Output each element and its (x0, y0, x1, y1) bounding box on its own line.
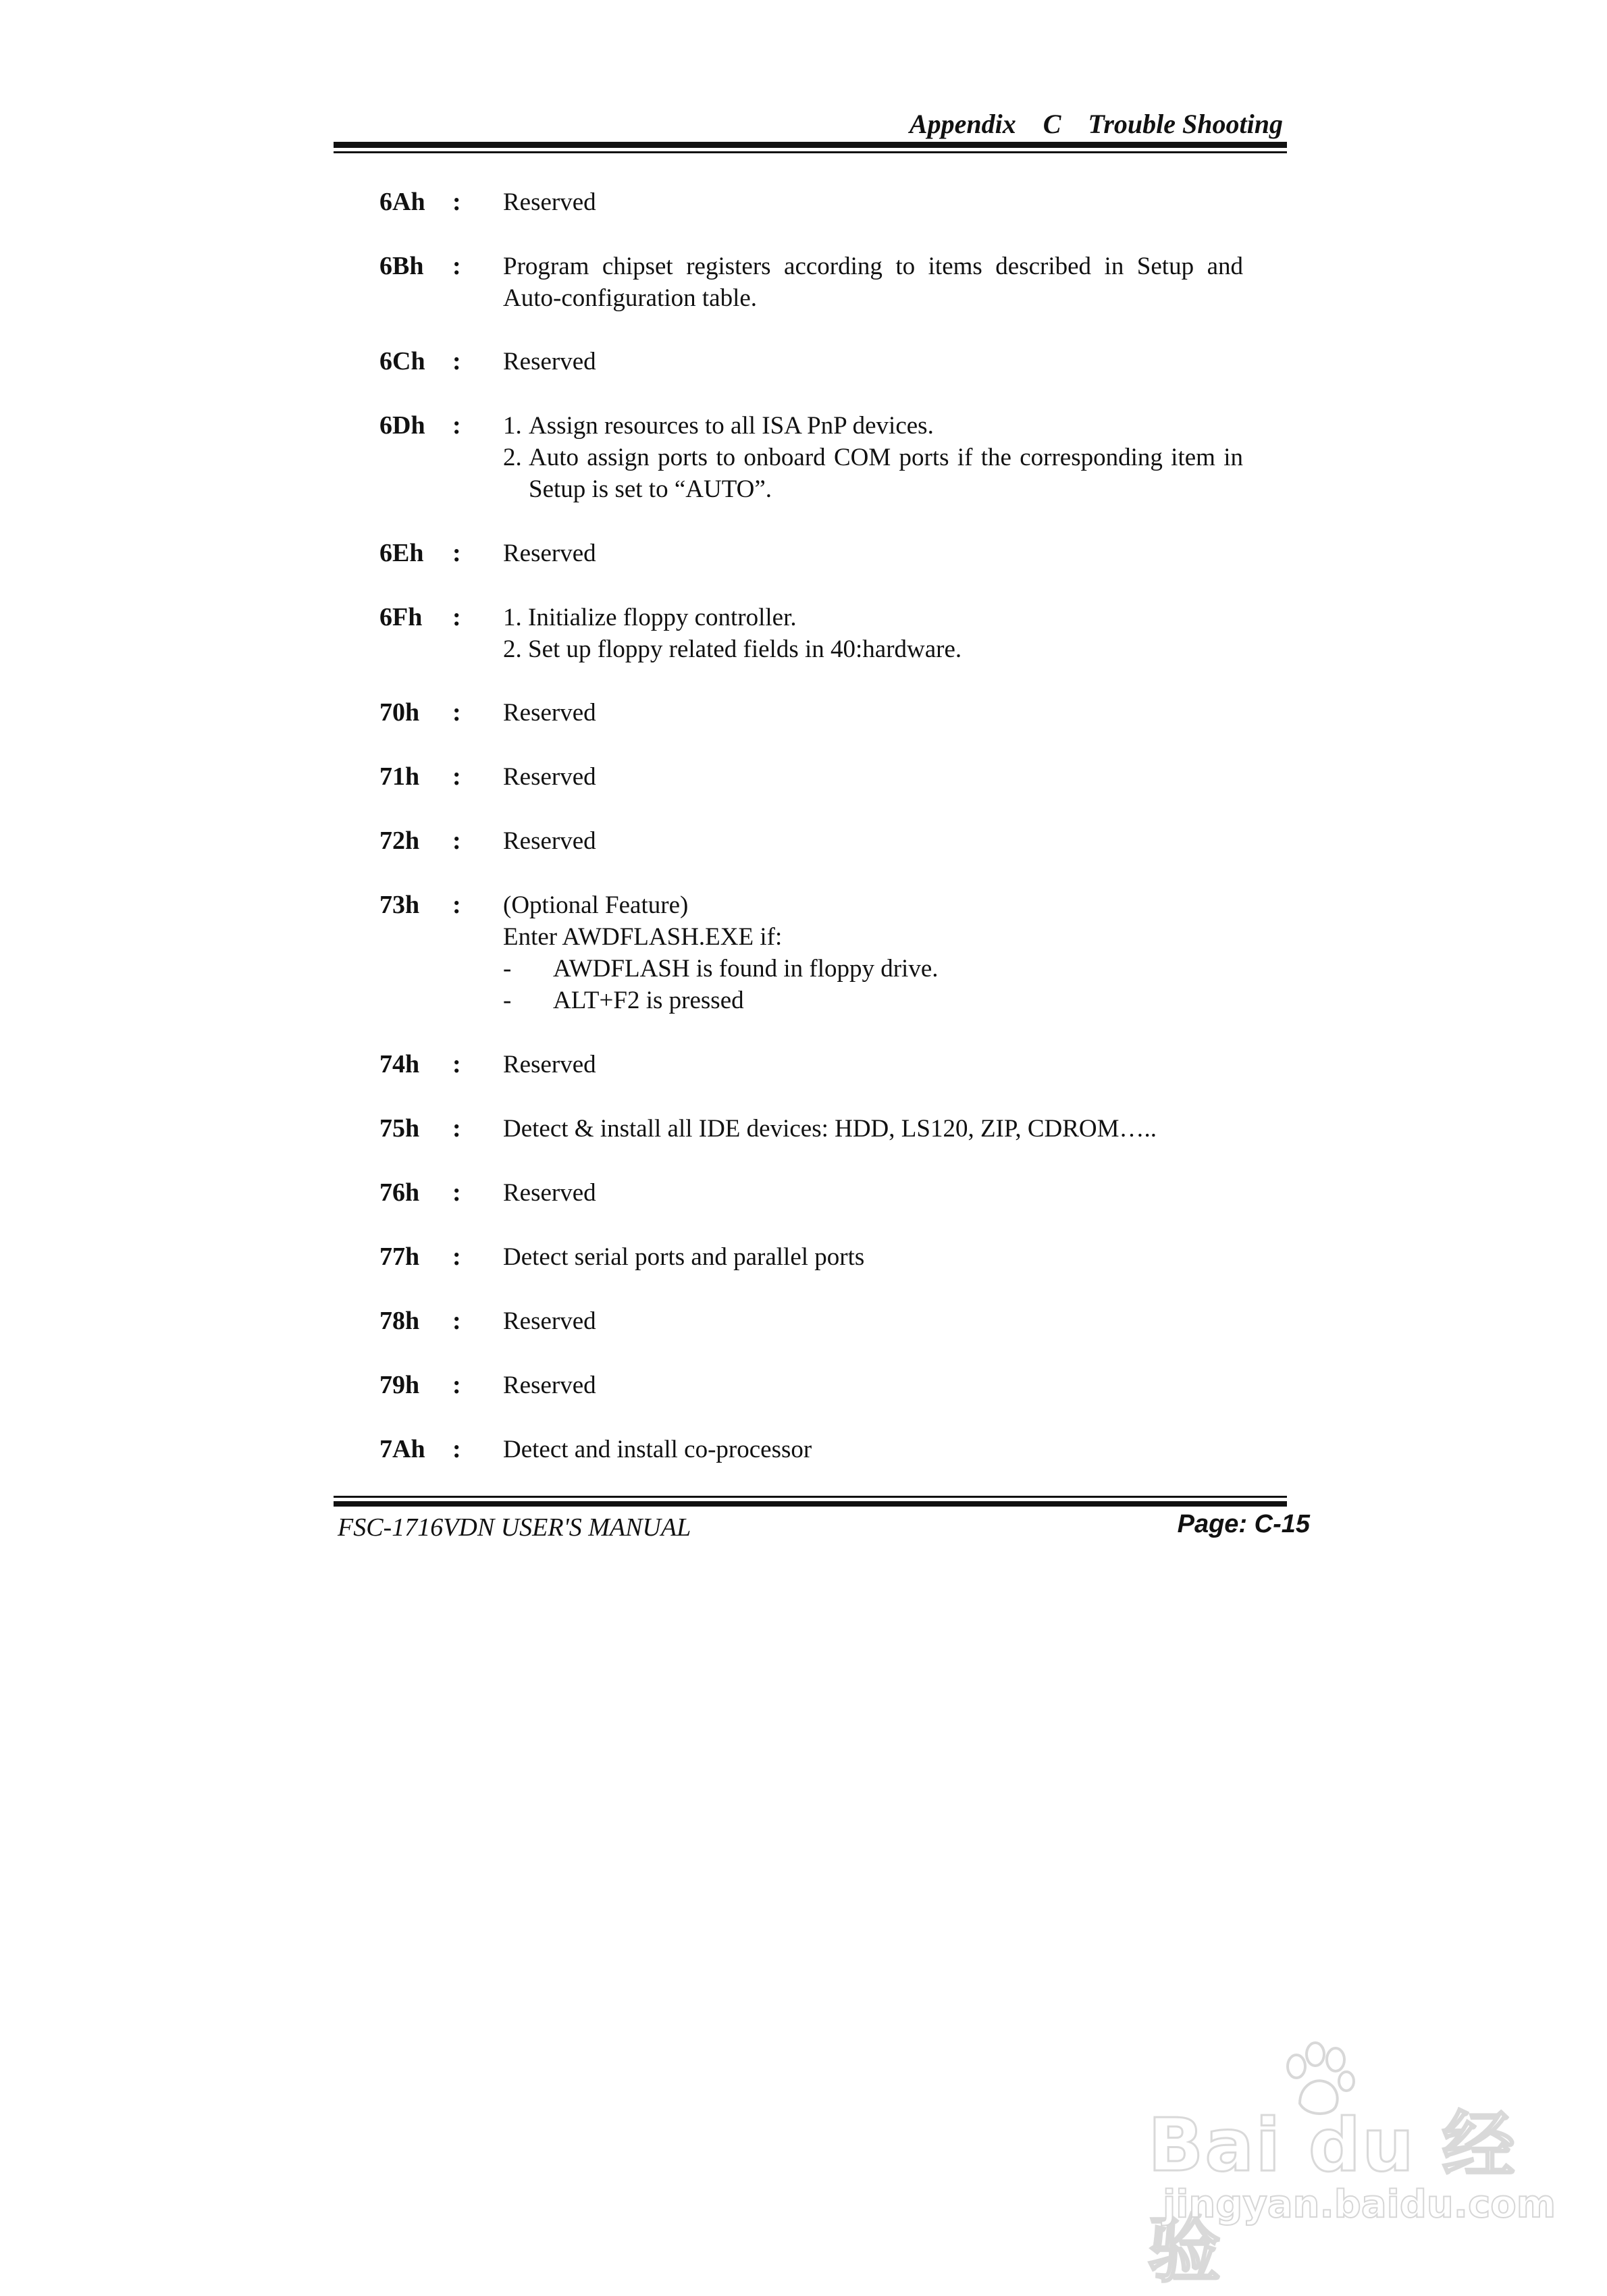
bullet-item (503, 953, 1243, 985)
footer-rule (334, 1501, 1287, 1507)
separator: : (452, 603, 461, 631)
separator: : (452, 411, 461, 440)
separator: : (452, 762, 461, 791)
description (503, 697, 1243, 729)
post-code: 73h (379, 891, 420, 919)
description-line: Reserved (503, 1307, 596, 1335)
separator: : (452, 698, 461, 727)
item-text: Assign resources to all ISA PnP devices. (529, 412, 934, 440)
separator: : (452, 347, 461, 375)
post-code: 72h (379, 827, 420, 855)
separator: : (452, 188, 461, 216)
description-line: Detect & install all IDE devices: HDD, LS120, ZIP, CDROM….. (503, 1115, 1157, 1143)
description (503, 410, 1243, 505)
post-code: 71h (379, 762, 420, 791)
separator: : (452, 1178, 461, 1207)
description (503, 602, 1243, 665)
post-code: 6Bh (379, 252, 424, 280)
description (503, 1434, 1243, 1465)
description-line: Reserved (503, 1179, 596, 1207)
description (503, 1369, 1243, 1401)
description-line: Reserved (503, 1051, 596, 1078)
description-line: Detect serial ports and parallel ports (503, 1243, 865, 1271)
bullet-dash: - (503, 987, 512, 1014)
bullet-text: ALT+F2 is pressed (553, 987, 744, 1014)
description-line: Detect and install co-processor (503, 1436, 812, 1463)
watermark-url: jingyan.baidu.com (1163, 2183, 1556, 2226)
description-line: Reserved (503, 827, 596, 855)
footer-rule-thin (334, 1496, 1287, 1498)
description (503, 889, 1243, 1016)
description (503, 1177, 1243, 1209)
description (503, 346, 1243, 377)
page-header-title: Appendix C Trouble Shooting (909, 109, 1283, 139)
description-line: (Optional Feature) (503, 891, 689, 919)
description-line: Reserved (503, 763, 596, 791)
post-code: 79h (379, 1371, 420, 1399)
bullet-text: AWDFLASH is found in floppy drive. (553, 955, 939, 983)
description-line: Enter AWDFLASH.EXE if: (503, 923, 783, 951)
separator: : (452, 1307, 461, 1335)
item-number: 1. (503, 412, 522, 440)
item-text: Auto assign ports to onboard COM ports if the corresponding item in Setup is set to “AUTO”. (529, 444, 1243, 503)
post-code: 6Ah (379, 188, 425, 216)
description-line: Reserved (503, 188, 596, 216)
description (503, 1049, 1243, 1080)
bullet-dash: - (503, 955, 512, 983)
description (503, 1241, 1243, 1273)
description (503, 186, 1243, 218)
separator: : (452, 539, 461, 567)
header-rule-thin (334, 151, 1287, 153)
post-code: 6Eh (379, 539, 424, 567)
item-number: 2. (503, 444, 522, 471)
separator: : (452, 252, 461, 280)
description (503, 538, 1243, 569)
post-code: 78h (379, 1307, 420, 1335)
separator: : (452, 1114, 461, 1143)
separator: : (452, 1435, 461, 1463)
post-code: 75h (379, 1114, 420, 1143)
description-line: 1. Initialize floppy controller. (503, 604, 797, 631)
description-line: Reserved (503, 1372, 596, 1399)
post-code: 76h (379, 1178, 420, 1207)
page-number: Page: C-15 (1177, 1510, 1310, 1538)
manual-title: FSC-1716VDN USER'S MANUAL (338, 1513, 691, 1542)
description-line: Reserved (503, 348, 596, 375)
separator: : (452, 1371, 461, 1399)
header-rule (334, 142, 1287, 148)
separator: : (452, 891, 461, 919)
separator: : (452, 1243, 461, 1271)
baidu-watermark (1148, 2039, 1556, 2293)
bullet-item (503, 985, 1243, 1016)
watermark-brand: Bai du 经验 (1148, 2104, 1517, 2293)
description-line: Reserved (503, 540, 596, 567)
numbered-item (503, 442, 1243, 505)
post-code: 74h (379, 1050, 420, 1078)
description (503, 1113, 1243, 1145)
description: Program chipset registers according to items described in Setup and Auto-configuration table. (503, 253, 1243, 312)
post-code: 6Dh (379, 411, 425, 440)
numbered-item (503, 410, 1243, 442)
post-code: 6Fh (379, 603, 423, 631)
description (503, 761, 1243, 793)
description (503, 825, 1243, 857)
separator: : (452, 827, 461, 855)
post-code: 70h (379, 698, 420, 727)
description-line: 2. Set up floppy related fields in 40:hardware. (503, 635, 962, 663)
post-code: 7Ah (379, 1435, 425, 1463)
post-code: 6Ch (379, 347, 425, 375)
separator: : (452, 1050, 461, 1078)
description (503, 1305, 1243, 1337)
post-code: 77h (379, 1243, 420, 1271)
description-line: Reserved (503, 699, 596, 727)
